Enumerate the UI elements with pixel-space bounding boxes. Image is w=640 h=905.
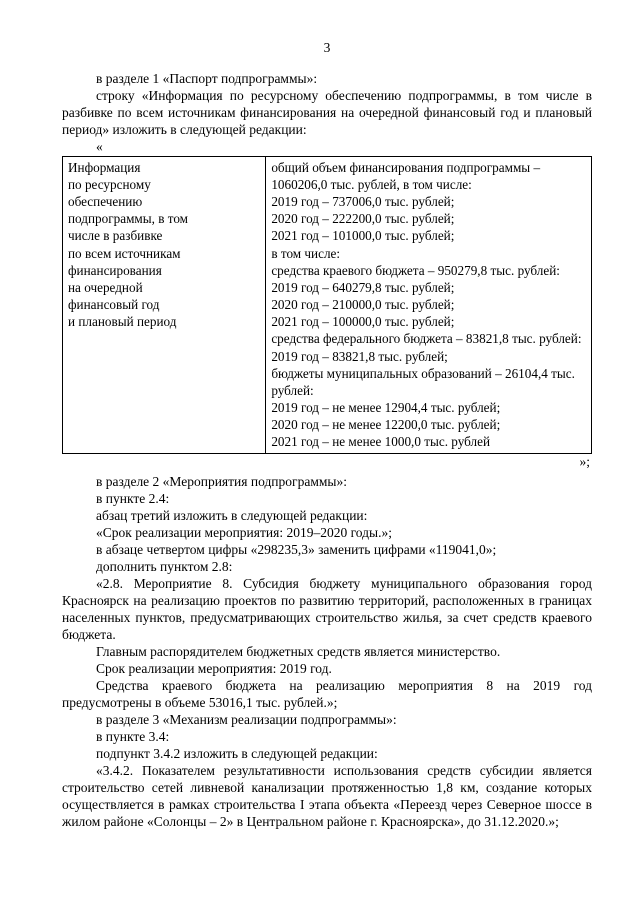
value-line: средства федерального бюджета – 83821,8 тыс. рублей:: [271, 331, 582, 347]
paragraph-funds: Средства краевого бюджета на реализацию мероприятия 8 на 2019 год предусмотрены в объеме 53016,1 тыс. рублей.»;: [62, 678, 592, 711]
paragraph-term: Срок реализации мероприятия: 2019 год.: [96, 661, 332, 677]
label-line: по ресурсному: [68, 177, 151, 192]
value-line: 2021 год – не менее 1000,0 тыс. рублей: [271, 434, 491, 450]
value-line: 1060206,0 тыс. рублей, в том числе:: [271, 177, 472, 192]
value-line: в том числе:: [271, 245, 341, 261]
after-table-line-5: в абзаце четвертом цифры «298235,3» заменить цифрами «119041,0»;: [96, 542, 497, 558]
paragraph-subclause-3-4-2: «3.4.2. Показателем результативности использования средств субсидии является строительство сетей ливневой канализации протяженностью 1,8 км, создание которых осуществляется в рамках строительства I этапа объекта «Переезд через Северное шоссе в жилом районе «Солонцы – 2» в Центральном районе г. Красноярска», до 31.12.2020.»;: [62, 763, 592, 830]
label-line: числе в разбивке: [68, 228, 163, 244]
after-table-line-6: дополнить пунктом 2.8:: [96, 559, 233, 575]
label-line: по всем источникам: [68, 245, 181, 261]
table-row: [63, 156, 592, 453]
label-line: финансовый год: [68, 297, 160, 313]
value-line: 2020 год – 210000,0 тыс. рублей;: [271, 297, 455, 313]
label-line: и плановый период: [68, 314, 177, 330]
table-cell-value: [266, 156, 592, 453]
after-table-line-2: в пункте 2.4:: [96, 491, 170, 507]
label-line: подпрограммы, в том: [68, 211, 189, 227]
value-line: 2020 год – 222200,0 тыс. рублей;: [271, 211, 455, 227]
value-line: рублей:: [271, 382, 314, 398]
quote-close-mark: »;: [579, 453, 590, 469]
after-table-line-7: в разделе 3 «Механизм реализации подпрограммы»:: [96, 712, 397, 728]
label-line: на очередной: [68, 279, 143, 295]
value-line: 2020 год – не менее 12200,0 тыс. рублей;: [271, 417, 501, 433]
label-line: финансирования: [68, 262, 162, 278]
paragraph-measure-2-8: «2.8. Мероприятие 8. Субсидия бюджету муниципального образования город Красноярск на реализацию проектов по развитию территорий, расположенных в границах населенных пунктов, предусматривающих строительство жилья, за счет средств краевого бюджета.: [62, 576, 592, 643]
resource-information-table: [62, 156, 592, 454]
table-cell-label: [63, 156, 266, 453]
after-table-line-1: в разделе 2 «Мероприятия подпрограммы»:: [96, 474, 347, 490]
page-number: 3: [323, 40, 331, 55]
after-table-line-4: «Срок реализации мероприятия: 2019–2020 годы.»;: [96, 525, 392, 541]
intro-line-1: в разделе 1 «Паспорт подпрограммы»:: [96, 71, 318, 86]
value-line: средства краевого бюджета – 950279,8 тыс. рублей:: [271, 262, 560, 278]
value-line: 2019 год – 83821,8 тыс. рублей;: [271, 348, 448, 364]
value-line: 2019 год – не менее 12904,4 тыс. рублей;: [271, 400, 501, 416]
label-line: Информация: [68, 159, 141, 175]
value-line: общий объем финансирования подпрограммы –: [271, 159, 541, 175]
value-line: 2019 год – 640279,8 тыс. рублей;: [271, 279, 455, 295]
value-line: 2021 год – 101000,0 тыс. рублей;: [271, 228, 455, 244]
intro-line-2: строку «Информация по ресурсному обеспечению подпрограммы, в том числе в разбивке по всем источникам финансирования на очередной финансовый год и плановый период» изложить в следующей редакции:: [62, 88, 592, 137]
paragraph-main-manager: Главным распорядителем бюджетных средств является министерство.: [96, 644, 501, 660]
after-table-line-8: в пункте 3.4:: [96, 729, 170, 745]
quote-open-mark: «: [96, 139, 103, 154]
label-line: обеспечению: [68, 194, 143, 210]
after-table-line-9: подпункт 3.4.2 изложить в следующей редакции:: [96, 746, 378, 762]
after-table-line-3: абзац третий изложить в следующей редакции:: [96, 508, 368, 524]
value-line: 2021 год – 100000,0 тыс. рублей;: [271, 314, 455, 330]
value-line: бюджеты муниципальных образований – 26104,4 тыс.: [271, 365, 575, 381]
value-line: 2019 год – 737006,0 тыс. рублей;: [271, 194, 455, 210]
